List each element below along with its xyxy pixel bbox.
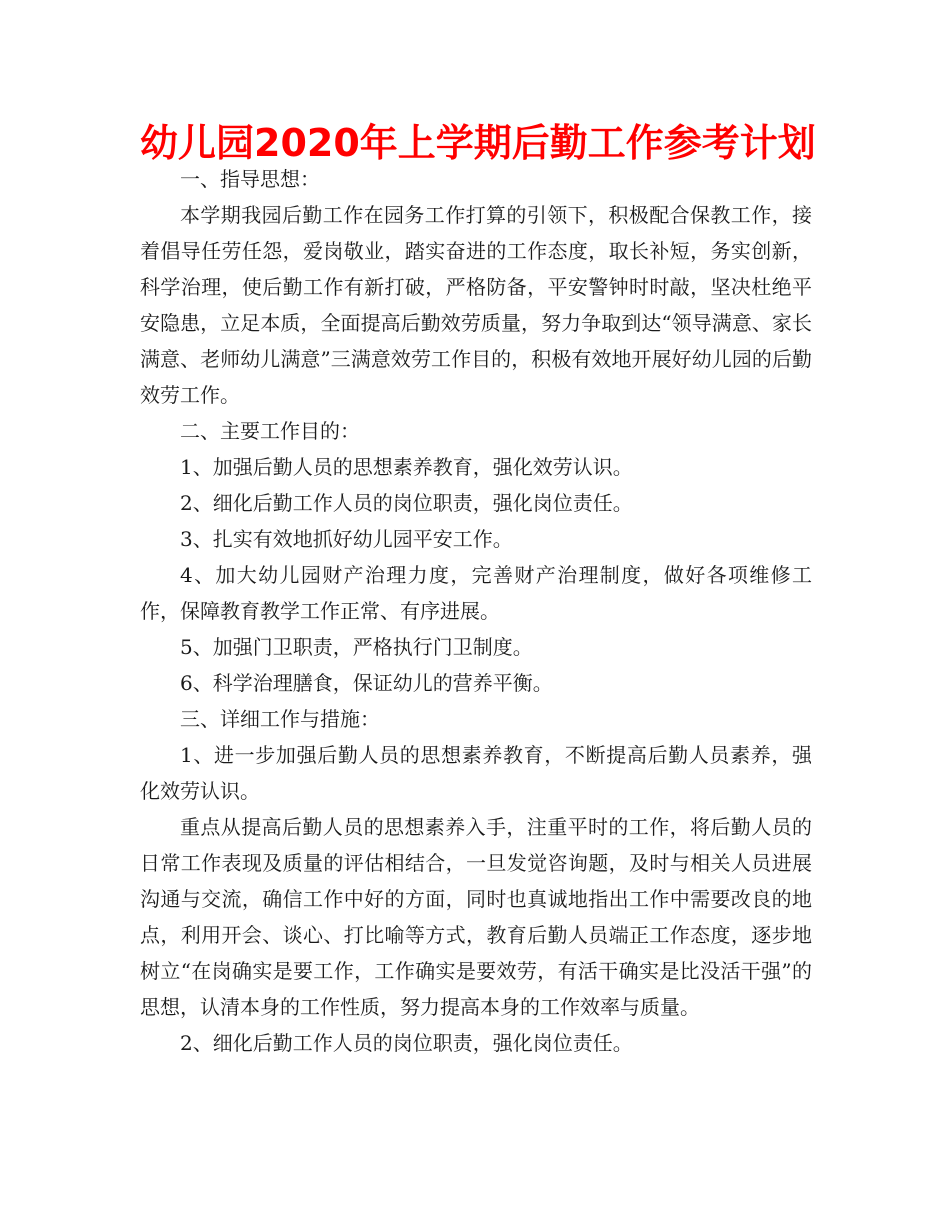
document-title: 幼儿园2020年上学期后勤工作参考计划 [140, 121, 816, 165]
goal-item-6: 6、科学治理膳食，保证幼儿的营养平衡。 [180, 671, 553, 695]
goal-item-1: 1、加强后勤人员的思想素养教育，强化效劳认识。 [180, 455, 633, 479]
section-heading-measures: 三、详细工作与措施： [180, 707, 380, 731]
goal-item-4: 4、加大幼儿园财产治理力度，完善财产治理制度，做好各项维修工作，保障教育教学工作正常、有序进展。 [140, 563, 812, 623]
paragraph-measure-1-detail: 重点从提高后勤人员的思想素养入手，注重平时的工作，将后勤人员的日常工作表现及质量的评估相结合，一旦发觉咨询题，及时与相关人员进展沟通与交流，确信工作中好的方面，同时也真诚地指出工作中需要改良的地点，利用开会、谈心、打比喻等方式，教育后勤人员端正工作态度，逐步地树立“在岗确实是要工作，工作确实是要效劳，有活干确实是比没活干强”的思想，认清本身的工作性质，努力提高本身的工作效率与质量。 [140, 815, 812, 1019]
goal-item-3: 3、扎实有效地抓好幼儿园平安工作。 [180, 527, 513, 551]
section-heading-main-goals: 二、主要工作目的： [180, 419, 360, 443]
measure-item-1: 1、进一步加强后勤人员的思想素养教育，不断提高后勤人员素养，强化效劳认识。 [140, 743, 812, 803]
goal-item-2: 2、细化后勤工作人员的岗位职责，强化岗位责任。 [180, 491, 633, 515]
measure-item-2: 2、细化后勤工作人员的岗位职责，强化岗位责任。 [180, 1031, 633, 1055]
document-body [140, 161, 812, 1061]
section-heading-guiding-ideology: 一、指导思想： [180, 167, 320, 191]
paragraph-guiding-ideology: 本学期我园后勤工作在园务工作打算的引领下，积极配合保教工作，接着倡导任劳任怨，爱岗敬业，踏实奋进的工作态度，取长补短，务实创新，科学治理，使后勤工作有新打破，严格防备，平安警钟时时敲，坚决杜绝平安隐患，立足本质，全面提高后勤效劳质量，努力争取到达“领导满意、家长满意、老师幼儿满意”三满意效劳工作目的，积极有效地开展好幼儿园的后勤效劳工作。 [140, 203, 812, 407]
goal-item-5: 5、加强门卫职责，严格执行门卫制度。 [180, 635, 533, 659]
